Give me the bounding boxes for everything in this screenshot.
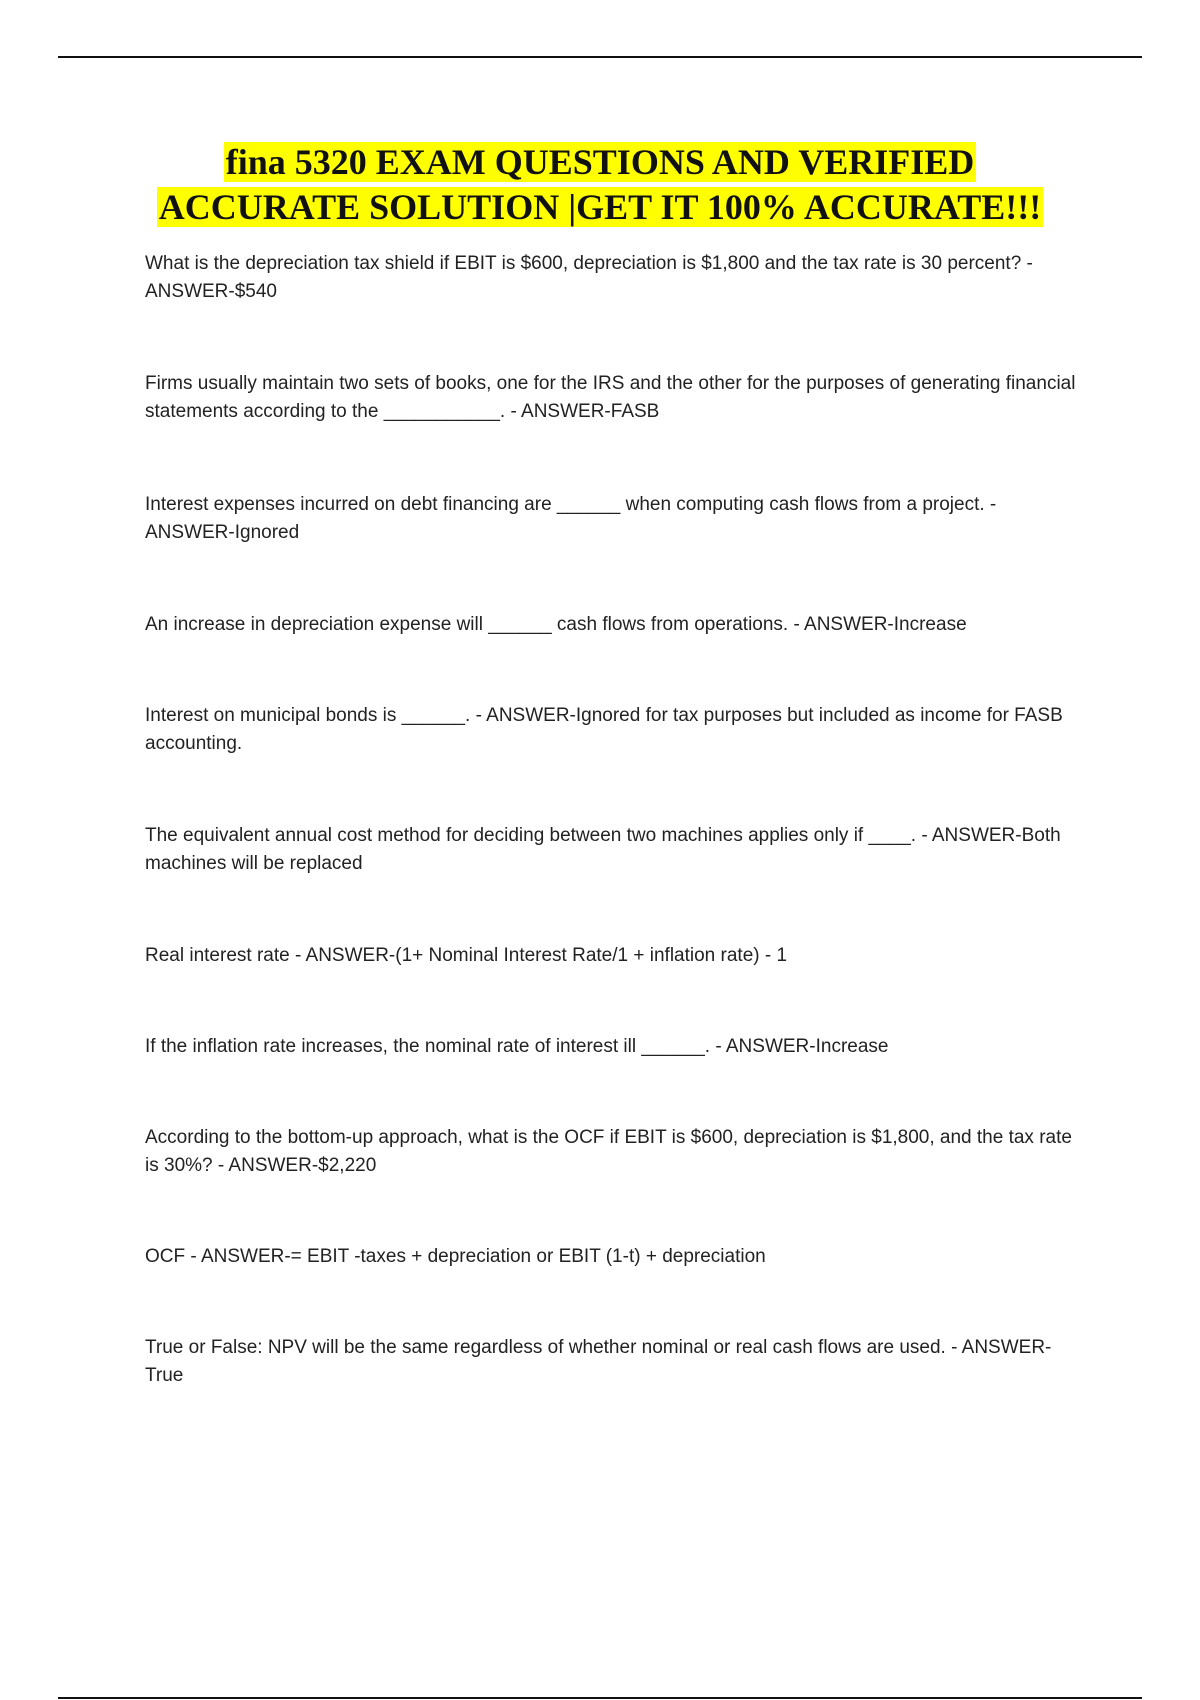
bottom-rule xyxy=(58,1697,1142,1699)
document-title xyxy=(0,140,1200,230)
qa-item-10: OCF - ANSWER-= EBIT -taxes + depreciation or EBIT (1-t) + depreciation xyxy=(145,1246,766,1267)
qa-item-4: An increase in depreciation expense will ______ cash flows from operations. - ANSWER-Increase xyxy=(145,614,967,635)
qa-item-3: Interest expenses incurred on debt financing are ______ when computing cash flows from a project. - ANSWER-Ignored xyxy=(145,494,997,543)
qa-item-6: The equivalent annual cost method for deciding between two machines applies only if ____. - ANSWER-Both machines will be replaced xyxy=(145,825,1061,874)
qa-item-5: Interest on municipal bonds is ______. - ANSWER-Ignored for tax purposes but included as income for FASB accounting. xyxy=(145,705,1063,754)
top-rule xyxy=(58,56,1142,58)
qa-item-7: Real interest rate - ANSWER-(1+ Nominal Interest Rate/1 + inflation rate) - 1 xyxy=(145,945,788,966)
qa-item-9: According to the bottom-up approach, what is the OCF if EBIT is $600, depreciation is $1,800, and the tax rate is 30%? - ANSWER-$2,220 xyxy=(145,1127,1072,1176)
qa-item-11: True or False: NPV will be the same regardless of whether nominal or real cash flows are used. - ANSWER-True xyxy=(145,1337,1052,1386)
title-line-2: ACCURATE SOLUTION |GET IT 100% ACCURATE!!! xyxy=(158,187,1042,227)
qa-item-8: If the inflation rate increases, the nominal rate of interest ill ______. - ANSWER-Increase xyxy=(145,1036,889,1057)
qa-item-2: Firms usually maintain two sets of books, one for the IRS and the other for the purposes of generating financial statements according to the ___________. - ANSWER-FASB xyxy=(145,373,1076,422)
title-line-1: fina 5320 EXAM QUESTIONS AND VERIFIED xyxy=(225,142,975,182)
qa-item-1: What is the depreciation tax shield if EBIT is $600, depreciation is $1,800 and the tax rate is 30 percent? - ANSWER-$540 xyxy=(145,253,1033,302)
